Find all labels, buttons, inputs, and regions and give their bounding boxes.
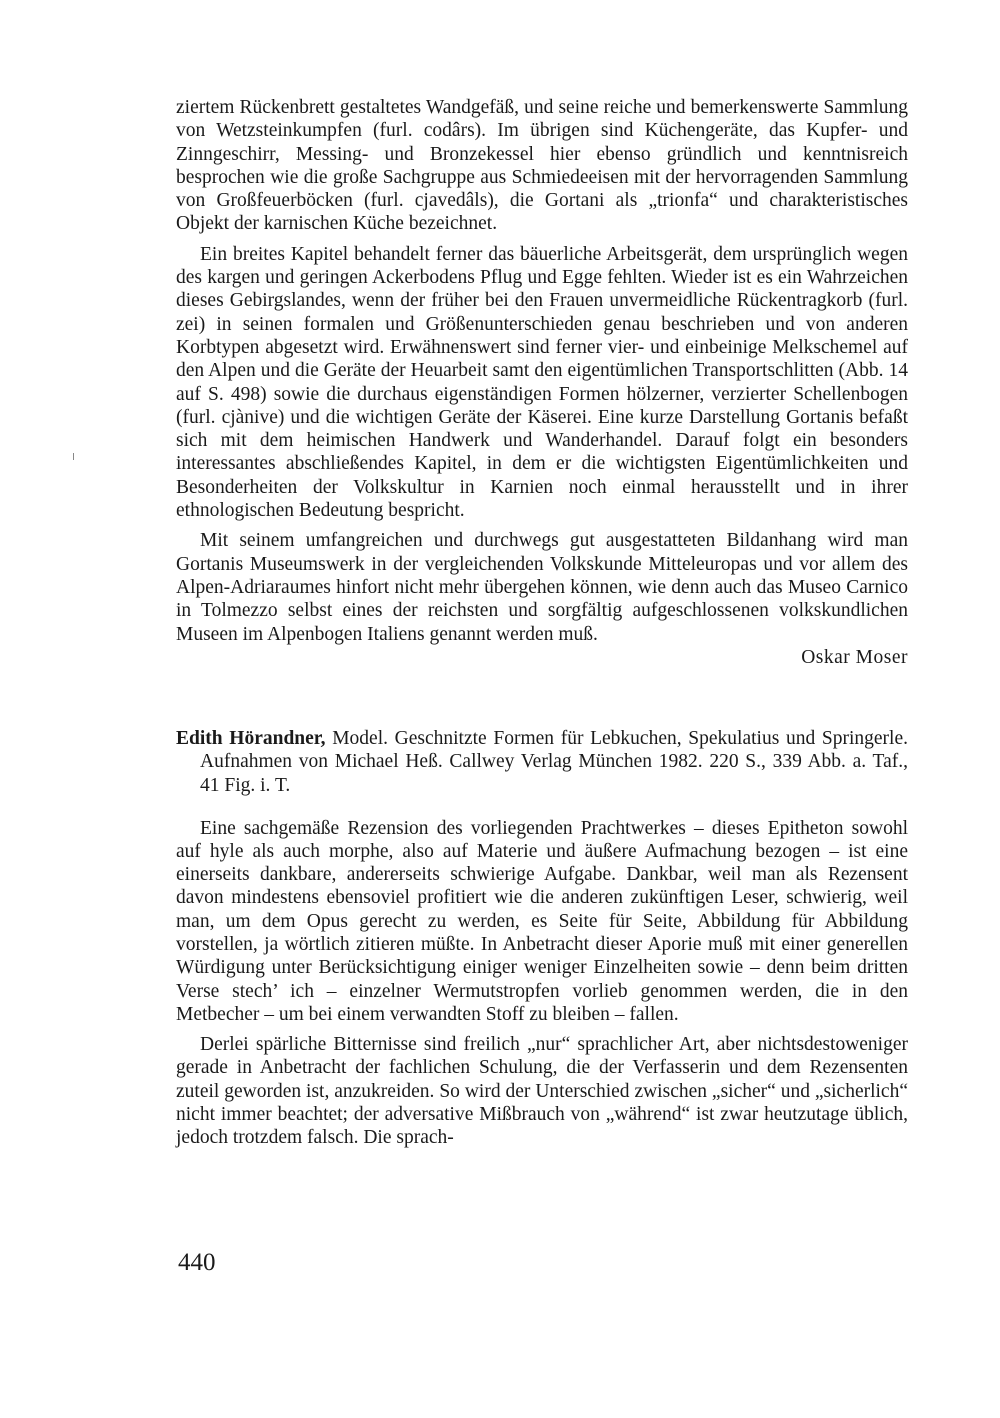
page-number: 440 xyxy=(178,1249,216,1276)
page-body xyxy=(176,96,908,1150)
book-citation: Model. Geschnitzte Formen für Lebkuchen, Spekulatius und Springerle. Aufnahmen von Michael Heß. Callwey Verlag München 1982. 220 S., 339 Abb. a. Taf., 41 Fig. i. T. xyxy=(200,728,908,796)
paragraph: Mit seinem umfangreichen und durchwegs gut ausgestatteten Bildanhang wird man Gortanis Museumswerk in der vergleichenden Volkskunde Mitteleuropas und vor allem des Alpen-Adriaraumes hinfort nicht mehr übergehen können, wie denn auch das Museo Carnico in Tolmezzo selbst eines der reichsten und sorgfältig aufgeschlossenen volkskundlichen Museen im Alpenbogen Italiens genannt werden muß. xyxy=(176,530,908,645)
margin-mark xyxy=(73,453,74,460)
paragraph: Eine sachgemäße Rezension des vorliegenden Prachtwerkes – dieses Epitheton sowohl auf hyle als auch morphe, also auf Materie und äußere Aufmachung bezogen – ist eine einerseits dankbare, andererseits schwierige Aufgabe. Dankbar, weil man als Rezensent davon mindestens ebensoviel profitiert wie die anderen zukünftigen Leser, schwierig, weil man, um dem Opus gerecht zu werden, es Seite für Seite, Abbildung für Abbildung vorstellen, ja wörtlich zitieren müßte. In Anbetracht dieser Aporie muß mit einer generellen Würdigung unter Berücksichtigung einiger weniger Einzelheiten sowie – denn beim dritten Verse stech’ ich – einzelner Wermutstropfen vorlieb genommen werden, die in den Metbecher – um bei einem verwandten Stoff zu bleiben – fallen. xyxy=(176,817,908,1025)
book-author: Edith Hörandner, xyxy=(176,728,326,750)
paragraph: Ein breites Kapitel behandelt ferner das bäuerliche Arbeitsgerät, dem ursprünglich wegen des kargen und geringen Ackerbodens Pflug und Egge fehlten. Wieder ist es ein Wahrzeichen dieses Gebirgslandes, wenn der früher bei den Frauen unvermeidliche Rückentragkorb (furl. zei) in seinen formalen und Größenunterschieden genau beschrieben und von anderen Korbtypen abgesetzt wird. Erwähnenswert sind ferner vier- und einbeinige Melkschemel auf den Alpen und die Geräte der Heuarbeit samt den eigentümlichen Transportschlitten (Abb. 14 auf S. 498) sowie die durchaus eigenständigen Formen hölzerner, verzierter Schellenbogen (furl. cjànive) und die wichtigen Geräte der Käserei. Eine kurze Darstellung Gortanis befaßt sich mit dem heimischen Handwerk und Wanderhandel. Darauf folgt ein besonders interessantes abschließendes Kapitel, in dem er die wichtigsten Eigentümlichkeiten und Besonderheiten der Volkskultur in Karnien noch einmal herausstellt und in ihrer ethnologischen Bedeutung bespricht. xyxy=(176,243,908,522)
paragraph-continuation: ziertem Rückenbrett gestaltetes Wandgefäß, und seine reiche und bemerkenswerte Sammlung von Wetzsteinkumpfen (furl. codârs). Im übrigen sind Küchengeräte, das Kupfer- und Zinngeschirr, Messing- und Bronzekessel hier ebenso gründlich und kenntnisreich besprochen wie die große Sachgruppe aus Schmiedeeisen mit der hervorragenden Sammlung von Großfeuerböcken (furl. cjavedâls), die Gortani als „trionfa“ und charakteristisches Objekt der karnischen Küche bezeichnet. xyxy=(176,97,908,235)
review-citation xyxy=(176,727,908,797)
reviewer-signature: Oskar Moser xyxy=(801,646,908,668)
paragraph: Derlei spärliche Bitternisse sind freilich „nur“ sprachlicher Art, aber nichtsdestoweniger gerade in Anbetracht der fachlichen Schulung, die der Verfasserin und dem Rezensenten zuteil geworden ist, anzukreiden. So wird der Unterschied zwischen „sicher“ und „sicherlich“ nicht immer beachtet; der adversative Mißbrauch von „während“ ist zwar heutzutage üblich, jedoch trotzdem falsch. Die sprach- xyxy=(176,1034,908,1149)
